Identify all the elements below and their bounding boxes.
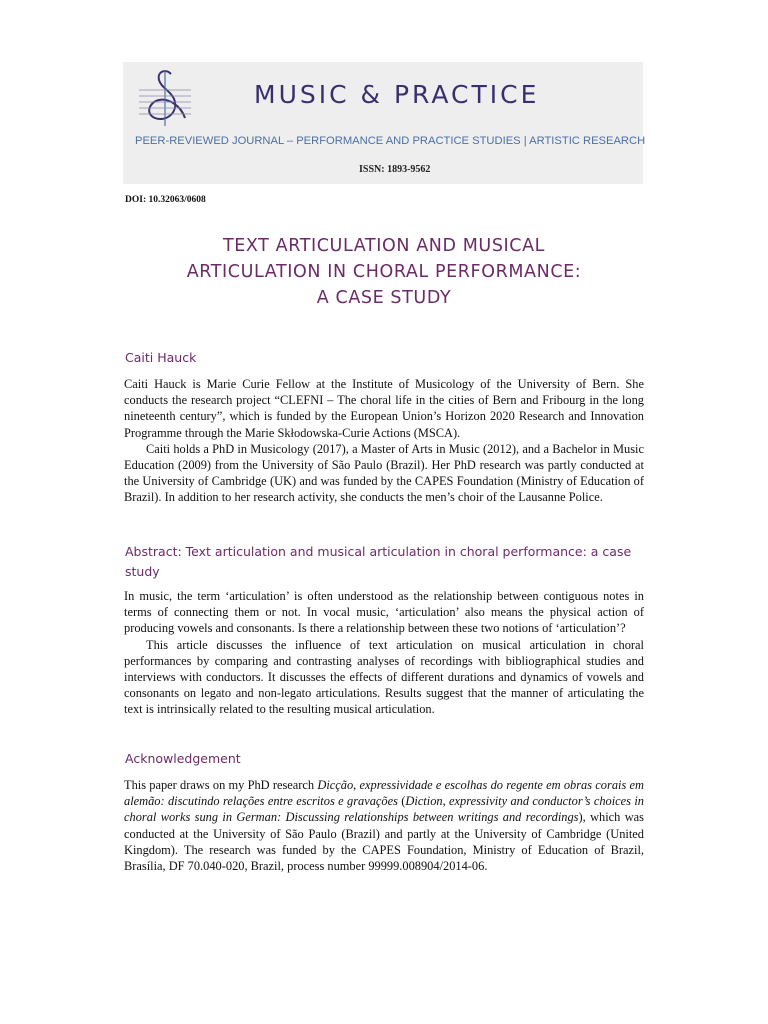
title-line-1: TEXT ARTICULATION AND MUSICAL — [222, 236, 546, 256]
abstract-body — [124, 588, 644, 718]
acknowledgement-body — [124, 777, 644, 874]
title-line-2: ARTICULATION IN CHORAL PERFORMANCE: — [186, 262, 582, 282]
abstract-paragraph-1: In music, the term ‘articulation’ is often understood as the relationship between contiguous notes in terms of connecting them or not. In vocal music, ‘articulation’ also means the physical action of producing vowels and consonants. Is there a relationship between these two notions of ‘articulation’? — [124, 589, 644, 636]
title-line-3: A CASE STUDY — [316, 288, 452, 308]
author-bio-paragraph-2: Caiti holds a PhD in Musicology (2017), a Master of Arts in Music (2012), and a Bachelor in Music Education (2009) from the University of São Paulo (Brazil). Her PhD research was partly conducted at the University of Cambridge (UK) and was funded by the CAPES Foundation (Ministry of Education of Brazil). In addition to her research activity, she conducts the men’s choir of the Lausanne Police. — [124, 441, 644, 505]
journal-tagline: PEER-REVIEWED JOURNAL – PERFORMANCE AND PRACTICE STUDIES | ARTISTIC RESEARCH — [135, 135, 646, 147]
acknowledgement-paragraph — [124, 777, 644, 874]
author-bio-paragraph-1: Caiti Hauck is Marie Curie Fellow at the Institute of Musicology of the University of Bern. She conducts the research project “CLEFNI – The choral life in the cities of Bern and Fribourg in the long nineteenth century”, which is funded by the European Union’s Horizon 2020 Research and Innovation Programme through the Marie Skłodowska-Curie Actions (MSCA). — [124, 377, 644, 440]
abstract-paragraph-2: This article discusses the influence of text articulation on musical articulation in choral performances by comparing and contrasting analyses of recordings with bibliographical studies and interviews with conductors. It discusses the effects of different durations and dynamics of vowels and consonants on legato and non-legato articulations. Results suggest that the manner of articulating the text is intrinsically related to the resulting musical articulation. — [124, 637, 644, 717]
abstract-heading: Abstract: Text articulation and musical articulation in choral performance: a case study — [125, 544, 632, 579]
author-name: Caiti Hauck — [125, 350, 197, 365]
ack-thesis-title-pt: Dicção, expressividade e escolhas do regente em obras corais em alemão: discutindo relações entre escritos e gravações — [124, 778, 644, 809]
author-bio — [124, 376, 644, 506]
acknowledgement-heading: Acknowledgement — [125, 751, 241, 766]
doi: DOI: 10.32063/0608 — [125, 195, 206, 205]
ack-thesis-title-en: Diction, expressivity and conductor’s choices in choral works sung in German: Discussing relationships between writings and recordings — [124, 794, 644, 825]
ampersand-treble-clef-logo — [135, 66, 195, 134]
ack-text-c: ), which was conducted at the University of São Paulo (Brazil) and partly at the University of Cambridge (United Kingdom). The research was funded by the CAPES Foundation, Ministry of Education of Brazil, Brasília, DF 70.040-020, Brazil, process number 99999.008904/2014-06. — [124, 810, 644, 874]
article-title — [124, 233, 644, 311]
journal-name: MUSIC & PRACTICE — [254, 80, 540, 109]
issn: ISSN: 1893-9562 — [359, 164, 431, 175]
ack-text-b: ( — [397, 794, 406, 809]
ack-text-a: This paper draws on my PhD research — [124, 778, 318, 792]
